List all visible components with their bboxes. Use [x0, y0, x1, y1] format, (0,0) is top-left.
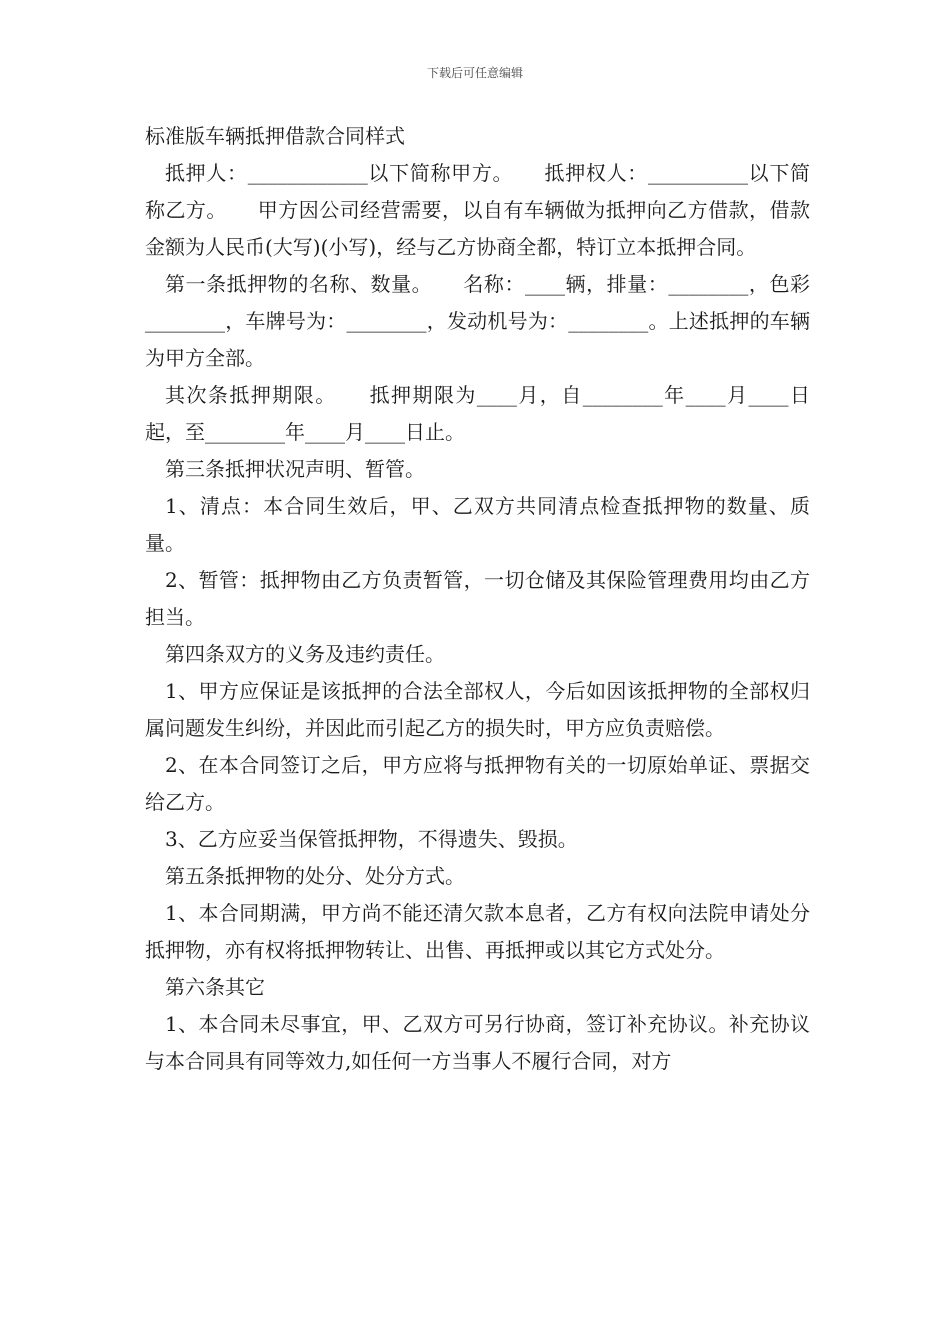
paragraph: 第六条其它 — [165, 975, 265, 999]
paragraph: 1、甲方应保证是该抵押的合法全部权人，今后如因该抵押物的全部权归属问题发生纠纷，并因此而引起乙方的损失时，甲方应负责赔偿。 — [145, 679, 810, 740]
paragraph: 1、本合同期满，甲方尚不能还清欠款本息者，乙方有权向法院申请处分抵押物，亦有权将抵押物转让、出售、再抵押或以其它方式处分。 — [145, 901, 810, 962]
paragraph: 抵押人：____________以下简称甲方。 抵押权人：__________以下简称乙方。 甲方因公司经营需要，以自有车辆做为抵押向乙方借款，借款金额为人民币(大写)(小写)，经与乙方协商全都，特订立本抵押合同。 — [145, 161, 810, 259]
paragraph: 1、清点：本合同生效后，甲、乙双方共同清点检查抵押物的数量、质量。 — [145, 494, 810, 555]
paragraph: 2、暂管：抵押物由乙方负责暂管，一切仓储及其保险管理费用均由乙方担当。 — [145, 568, 810, 629]
document-title: 标准版车辆抵押借款合同样式 — [145, 124, 405, 148]
page-header: 下载后可任意编辑 — [426, 66, 523, 80]
paragraph: 第三条抵押状况声明、暂管。 — [165, 457, 425, 481]
document-body — [145, 118, 810, 1080]
paragraph: 其次条抵押期限。 抵押期限为____月，自________年____月____日起，至________年____月____日止。 — [145, 383, 810, 444]
paragraph: 3、乙方应妥当保管抵押物，不得遗失、毁损。 — [165, 827, 578, 851]
paragraph-list — [145, 155, 810, 1080]
paragraph: 2、在本合同签订之后，甲方应将与抵押物有关的一切原始单证、票据交给乙方。 — [145, 753, 810, 814]
paragraph: 第一条抵押物的名称、数量。 名称：____辆，排量：________，色彩________，车牌号为：________，发动机号为：________。上述抵押的车辆为甲方全部。 — [145, 272, 810, 370]
paragraph: 第五条抵押物的处分、处分方式。 — [165, 864, 465, 888]
paragraph: 1、本合同未尽事宜，甲、乙双方可另行协商，签订补充协议。补充协议与本合同具有同等效力,如任何一方当事人不履行合同，对方 — [145, 1012, 810, 1073]
paragraph: 第四条双方的义务及违约责任。 — [165, 642, 445, 666]
